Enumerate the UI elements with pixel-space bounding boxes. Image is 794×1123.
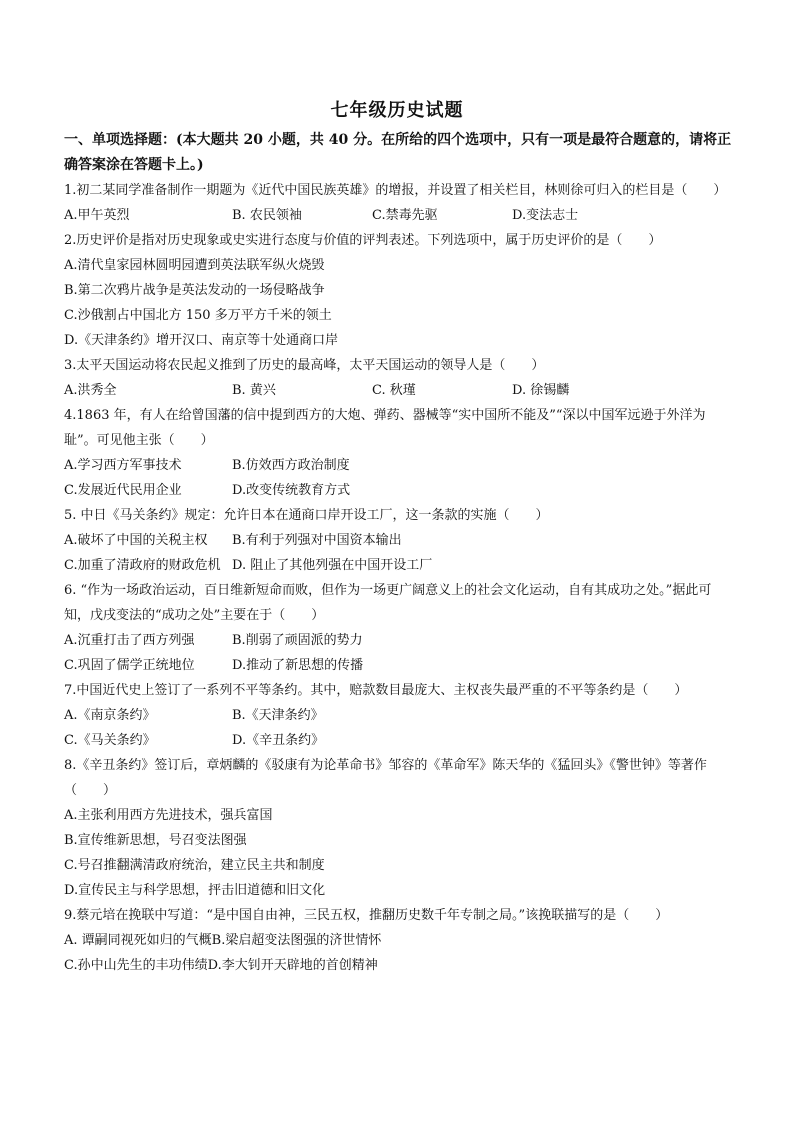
- option-b: B.梁启超变法图强的济世情怀: [211, 933, 382, 948]
- option-d: D.宣传民主与科学思想，抨击旧道德和旧文化: [64, 883, 326, 898]
- option-d: D.《辛丑条约》: [232, 733, 325, 748]
- question-list: [64, 178, 736, 978]
- options-row: [64, 553, 736, 578]
- options-row: [64, 953, 736, 978]
- options-row: [64, 203, 736, 228]
- question-5: [64, 503, 736, 578]
- option-d: D. 徐锡麟: [512, 383, 570, 398]
- option-a: A.破坏了中国的关税主权: [64, 533, 208, 548]
- question-2: [64, 228, 736, 353]
- option-d: D.推动了新思想的传播: [232, 658, 364, 673]
- options-row: [64, 378, 736, 403]
- option-c: C.号召推翻满清政府统治，建立民主共和制度: [64, 858, 325, 873]
- option-c: C.禁毒先驱: [372, 208, 438, 223]
- option-b: B.《天津条约》: [232, 708, 324, 723]
- options-row: [64, 703, 736, 728]
- options-list: [64, 253, 736, 353]
- options-row: [64, 728, 736, 753]
- option-c: C.孙中山先生的丰功伟绩: [64, 958, 208, 973]
- option-d: D.改变传统教育方式: [232, 483, 351, 498]
- option-b: B.宣传维新思想，号召变法图强: [64, 833, 247, 848]
- option-b: B. 农民领袖: [232, 208, 302, 223]
- question-stem: 8.《辛丑条约》签订后，章炳麟的《驳康有为论革命书》邹容的《革命军》陈天华的《猛回头》《警世钟》等著作（ ）: [64, 758, 707, 798]
- options-row: [64, 628, 736, 653]
- option-c: C.发展近代民用企业: [64, 483, 182, 498]
- options-row: [64, 928, 736, 953]
- option-a: A.洪秀全: [64, 383, 117, 398]
- question-8: [64, 753, 736, 903]
- option-c: C.加重了清政府的财政危机: [64, 558, 221, 573]
- option-d: D.李大钊开天辟地的首创精神: [207, 958, 378, 973]
- question-stem: 3.太平天国运动将农民起义推到了历史的最高峰，太平天国运动的领导人是（ ）: [64, 358, 545, 373]
- options-list: [64, 803, 736, 903]
- question-6: [64, 578, 736, 678]
- option-b: B.有利于列强对中国资本输出: [232, 533, 402, 548]
- option-d: D.变法志士: [512, 208, 579, 223]
- option-a: A.沉重打击了西方列强: [64, 633, 195, 648]
- question-stem: 9.蔡元培在挽联中写道：“是中国自由神，三民五权，推翻历史数千年专制之局。”该挽联描写的是（ ）: [64, 908, 669, 923]
- option-a: A. 谭嗣同视死如归的气概: [64, 933, 212, 948]
- question-stem: 4.1863 年，有人在给曾国藩的信中提到西方的大炮、弹药、器械等“实中国所不能及”“深以中国军远逊于外洋为耻”。可见他主张（ ）: [64, 408, 706, 448]
- option-d: D.《天津条约》增开汉口、南京等十处通商口岸: [64, 333, 339, 348]
- question-stem: 1.初二某同学准备制作一期题为《近代中国民族英雄》的增报，并设置了相关栏目，林则徐可归入的栏目是（ ）: [64, 183, 727, 198]
- option-d: D. 阻止了其他列强在中国开设工厂: [232, 558, 433, 573]
- question-9: [64, 903, 736, 978]
- question-stem: 6. “作为一场政治运动，百日维新短命而败，但作为一场更广阔意义上的社会文化运动，自有其成功之处。”据此可知，戊戌变法的“成功之处”主要在于（ ）: [64, 583, 712, 623]
- option-c: C. 秋瑾: [372, 383, 416, 398]
- option-c: C.《马关条约》: [64, 733, 156, 748]
- question-1: [64, 178, 736, 228]
- option-b: B.削弱了顽固派的势力: [232, 633, 363, 648]
- option-b: B. 黄兴: [232, 383, 276, 398]
- option-a: A.《南京条约》: [64, 708, 156, 723]
- question-3: [64, 353, 736, 403]
- question-4: [64, 403, 736, 503]
- option-c: C.巩固了儒学正统地位: [64, 658, 195, 673]
- options-row: [64, 478, 736, 503]
- option-a: A.主张利用西方先进技术，强兵富国: [64, 808, 273, 823]
- question-stem: 5. 中日《马关条约》规定：允许日本在通商口岸开设工厂，这一条款的实施（ ）: [64, 508, 549, 523]
- option-a: A.清代皇家园林圆明园遭到英法联军纵火烧毁: [64, 258, 325, 273]
- options-row: [64, 653, 736, 678]
- option-b: B.仿效西方政治制度: [232, 458, 350, 473]
- options-row: [64, 453, 736, 478]
- page-title: 七年级历史试题: [330, 100, 464, 121]
- section-heading: 一、单项选择题：(本大题共 20 小题，共 40 分。在所给的四个选项中，只有一项是最符合题意的，请将正确答案涂在答题卡上。): [64, 132, 732, 173]
- question-stem: 7.中国近代史上签订了一系列不平等条约。其中，赔款数目最庞大、主权丧失最严重的不平等条约是（ ）: [64, 683, 688, 698]
- options-row: [64, 528, 736, 553]
- option-b: B.第二次鸦片战争是英法发动的一场侵略战争: [64, 283, 325, 298]
- option-a: A.甲午英烈: [64, 208, 130, 223]
- option-a: A.学习西方军事技术: [64, 458, 182, 473]
- question-stem: 2.历史评价是指对历史现象或史实进行态度与价值的评判表述。下列选项中，属于历史评价的是（ ）: [64, 233, 662, 248]
- question-7: [64, 678, 736, 753]
- option-c: C.沙俄割占中国北方 150 多万平方千米的领土: [64, 308, 332, 323]
